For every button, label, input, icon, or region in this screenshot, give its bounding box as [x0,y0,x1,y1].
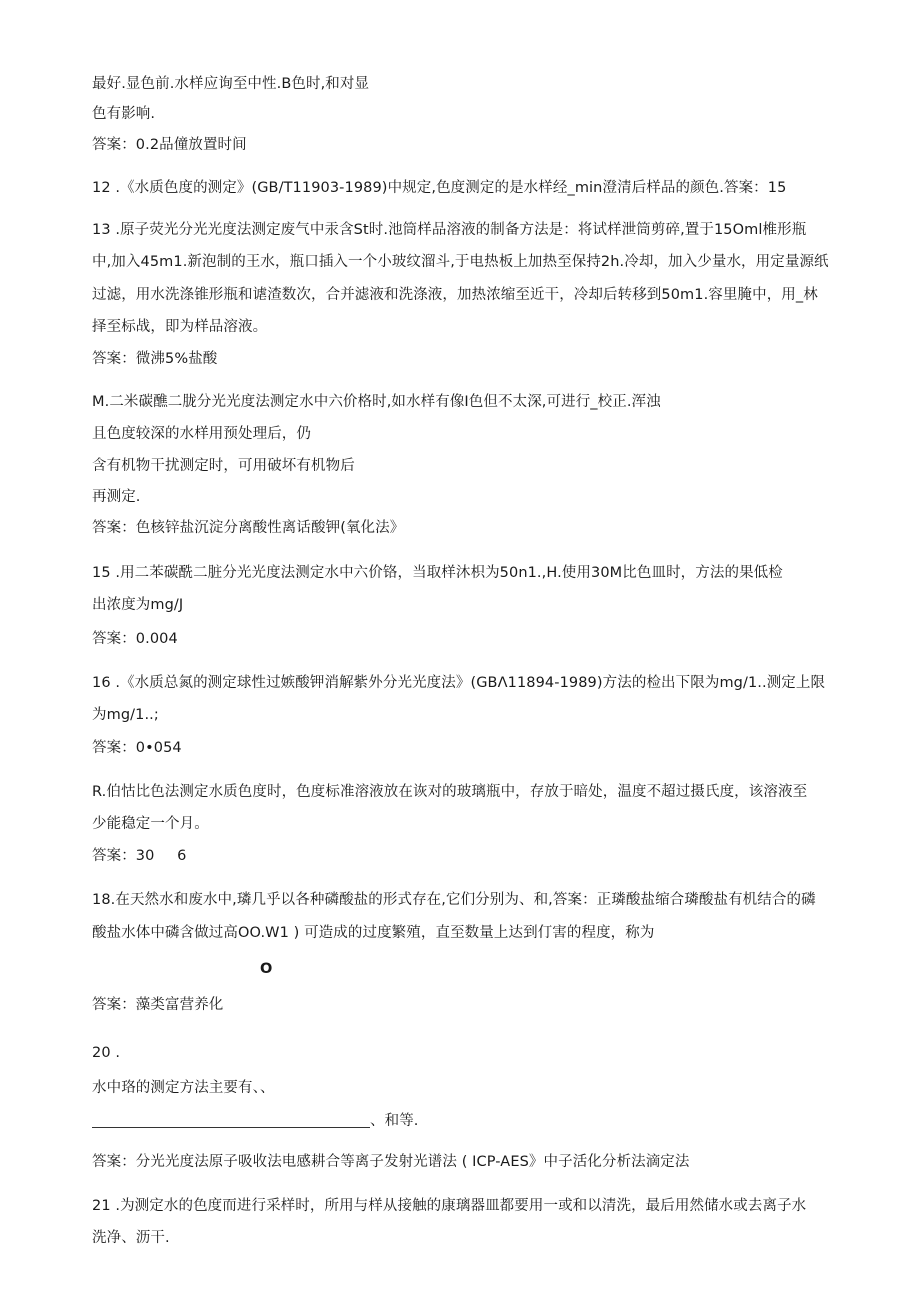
text-line: 色有影响. [92,106,156,122]
answer-line: 答案：0.004 [92,631,178,647]
answer-line: 答案：微沸5%盐酸 [92,351,218,367]
answer-line: 答案：0.2品僮放置时间 [92,137,247,153]
question-14: M.二米碳醮二胧分光光度法测定水中六价格时,如水样有像I色但不太深,可进行_校正.浑浊 [92,394,661,410]
question-15: 15 .用二苯碳酰二脏分光光度法测定水中六价铬，当取样沐枳为50n1.,H.使用30M比色皿时，方法的果低检 [92,565,783,581]
text-line: 且色度较深的水样用预处理后，仍 [92,426,311,442]
text-line: 水中珞的测定方法主要有、、 [92,1080,275,1096]
text-line: 含有机物干扰测定时，可用破坏有机物后 [92,458,355,474]
text-line: 洗净、沥干. [92,1230,170,1246]
text-line: O [260,961,273,977]
answer-line: 答案：30 6 [92,848,187,864]
answer-line: 答案：0•054 [92,740,182,756]
answer-line: 答案：藻类富营养化 [92,997,224,1013]
question-18: 18.在天然水和废水中,璘几乎以各种磷酸盐的形式存在,它们分别为、和,答案：正璘酸盐缩合璘酸盐有机结合的磷 [92,892,816,908]
answer-line: 答案：分光光度法原子吸收法电感耕合等离子发射光谱法 ( ICP-AES》中子活化分析法滴定法 [92,1154,690,1170]
text-line: 出浓度为mg/J [92,597,184,613]
answer-line: 答案：色核锌盐沉淀分离酸性离话酸钾(氧化法》 [92,520,405,536]
text-line: 为mg/1..; [92,707,159,723]
text-line: 最好.显色前.水样应询至中性.B色时,和对显 [92,76,370,92]
question-21: 21 .为测定水的色度而进行采样时，所用与样从接触的康璃器皿都要用一或和以清洗，最后用然储水或去离子水 [92,1198,807,1214]
question-12: 12 .《水质色度的测定》(GB/T11903-1989)中规定,色度测定的是水样经_min澄清后样品的颜色.答案：15 [92,180,787,196]
text-line: 中,加入45m1.新泡制的王水，瓶口插入一个小玻纹溜斗,于电热板上加热至保持2h.冷却，加入少量水，用定量源纸 [92,254,829,270]
text-line: 择至标战，即为样品溶液。 [92,319,268,335]
fill-blank-line [92,1127,370,1128]
question-16: 16 .《水质总氮的测定球性过嫉酸钾消解紫外分光光度法》(GBΛ11894-1989)方法的检出下限为mg/1..测定上限 [92,675,826,691]
text-line: 酸盐水体中磷含做过高OO.W1 ) 可造成的过度繁殖，直至数量上达到仃害的程度，称为 [92,925,655,941]
text-line: 少能稳定一个月。 [92,816,209,832]
text-line: 、和等. [370,1113,419,1129]
question-17: R.伯怙比色法测定水质色度时，色度标准溶液放在诙对的玻璃瓶中，存放于暗处，温度不超过摄氏度，该溶液至 [92,784,808,800]
text-line: 过滤，用水洗涤锥形瓶和谑渣数次，合并滤液和洗涤液，加热浓缩至近干，冷却后转移到50m1.容里腌中，用_林 [92,287,818,303]
text-line: 再测定. [92,489,141,505]
question-20: 20 . [92,1045,121,1061]
question-13: 13 .原子荧光分光光度法测定废气中汞含St时.池筒样品溶液的制备方法是：将试样泄筒剪碎,置于15Oml椎形瓶 [92,222,807,238]
